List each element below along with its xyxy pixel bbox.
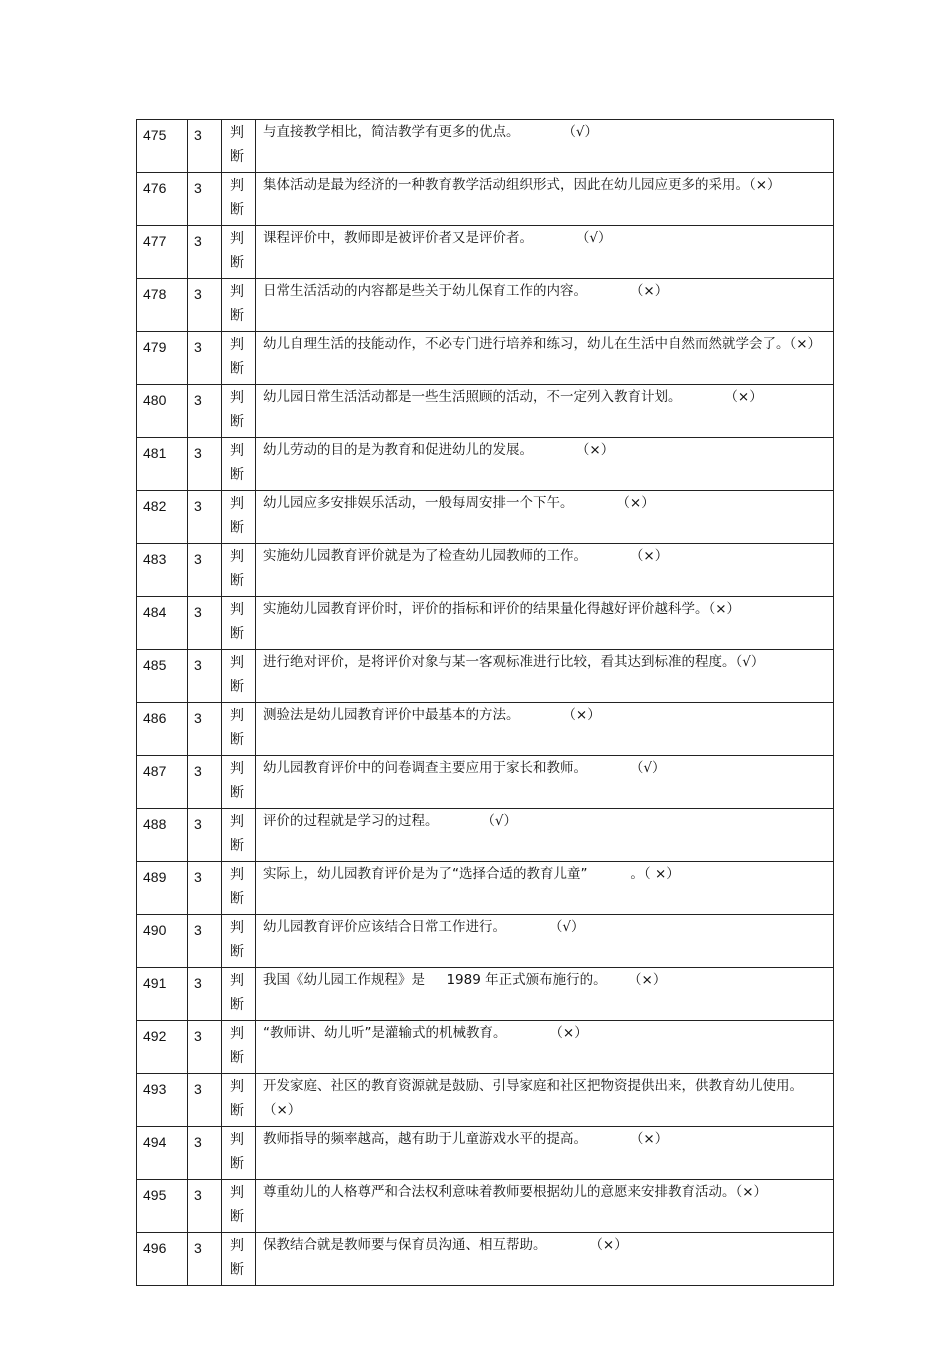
question-number: 482 bbox=[137, 491, 188, 544]
question-type-bottom: 断 bbox=[230, 838, 244, 854]
question-text: 幼儿劳动的目的是为教育和促进幼儿的发展。 （×） bbox=[256, 438, 834, 491]
question-type bbox=[222, 173, 256, 226]
question-text: 幼儿园教育评价应该结合日常工作进行。 （√） bbox=[256, 915, 834, 968]
question-type bbox=[222, 1074, 256, 1127]
question-score: 3 bbox=[188, 544, 222, 597]
question-text: 课程评价中，教师即是被评价者又是评价者。 （√） bbox=[256, 226, 834, 279]
question-table bbox=[136, 119, 833, 1286]
question-number: 489 bbox=[137, 862, 188, 915]
question-type-top: 判 bbox=[230, 973, 244, 989]
question-number: 477 bbox=[137, 226, 188, 279]
table-row bbox=[137, 438, 834, 491]
question-number: 487 bbox=[137, 756, 188, 809]
table-row bbox=[137, 597, 834, 650]
question-number: 493 bbox=[137, 1074, 188, 1127]
question-type-bottom: 断 bbox=[230, 1209, 244, 1225]
question-score: 3 bbox=[188, 597, 222, 650]
question-text: 实施幼儿园教育评价就是为了检查幼儿园教师的工作。 （×） bbox=[256, 544, 834, 597]
question-type-bottom: 断 bbox=[230, 626, 244, 642]
question-type-bottom: 断 bbox=[230, 1050, 244, 1066]
question-score: 3 bbox=[188, 226, 222, 279]
question-type-bottom: 断 bbox=[230, 202, 244, 218]
table-row bbox=[137, 1074, 834, 1127]
question-type-top: 判 bbox=[230, 178, 244, 194]
question-type-bottom: 断 bbox=[230, 1156, 244, 1172]
question-type bbox=[222, 279, 256, 332]
table-row bbox=[137, 650, 834, 703]
question-text: 幼儿自理生活的技能动作，不必专门进行培养和练习，幼儿在生活中自然而然就学会了。（×） bbox=[256, 332, 834, 385]
question-text: 与直接教学相比，简洁教学有更多的优点。 （√） bbox=[256, 120, 834, 173]
question-type-top: 判 bbox=[230, 602, 244, 618]
question-type bbox=[222, 491, 256, 544]
table-row bbox=[137, 756, 834, 809]
question-type bbox=[222, 915, 256, 968]
table-row bbox=[137, 544, 834, 597]
question-type-top: 判 bbox=[230, 1132, 244, 1148]
question-type-bottom: 断 bbox=[230, 308, 244, 324]
question-type bbox=[222, 1021, 256, 1074]
question-type-bottom: 断 bbox=[230, 255, 244, 271]
table-row bbox=[137, 915, 834, 968]
question-type bbox=[222, 862, 256, 915]
table-row bbox=[137, 279, 834, 332]
question-score: 3 bbox=[188, 173, 222, 226]
question-type bbox=[222, 332, 256, 385]
table-row bbox=[137, 809, 834, 862]
question-type bbox=[222, 544, 256, 597]
question-type-bottom: 断 bbox=[230, 467, 244, 483]
question-number: 478 bbox=[137, 279, 188, 332]
question-type-top: 判 bbox=[230, 337, 244, 353]
question-type-bottom: 断 bbox=[230, 1262, 244, 1278]
table-row bbox=[137, 120, 834, 173]
question-type-bottom: 断 bbox=[230, 414, 244, 430]
question-text: “教师讲、幼儿听”是灌输式的机械教育。 （×） bbox=[256, 1021, 834, 1074]
table-row bbox=[137, 703, 834, 756]
question-type-bottom: 断 bbox=[230, 732, 244, 748]
question-text: 测验法是幼儿园教育评价中最基本的方法。 （×） bbox=[256, 703, 834, 756]
question-type-top: 判 bbox=[230, 549, 244, 565]
question-type-top: 判 bbox=[230, 125, 244, 141]
question-score: 3 bbox=[188, 703, 222, 756]
question-type-top: 判 bbox=[230, 920, 244, 936]
question-type bbox=[222, 1233, 256, 1286]
question-type-top: 判 bbox=[230, 1185, 244, 1201]
question-type-top: 判 bbox=[230, 814, 244, 830]
question-score: 3 bbox=[188, 1074, 222, 1127]
question-type-top: 判 bbox=[230, 390, 244, 406]
question-type-top: 判 bbox=[230, 1079, 244, 1095]
question-type-bottom: 断 bbox=[230, 1103, 244, 1119]
question-type-bottom: 断 bbox=[230, 361, 244, 377]
table-row bbox=[137, 226, 834, 279]
question-score: 3 bbox=[188, 491, 222, 544]
table-row bbox=[137, 1021, 834, 1074]
question-text: 教师指导的频率越高，越有助于儿童游戏水平的提高。 （×） bbox=[256, 1127, 834, 1180]
question-text: 尊重幼儿的人格尊严和合法权利意味着教师要根据幼儿的意愿来安排教育活动。（×） bbox=[256, 1180, 834, 1233]
question-text: 我国《幼儿园工作规程》是 1989 年正式颁布施行的。 （×） bbox=[256, 968, 834, 1021]
question-type-top: 判 bbox=[230, 496, 244, 512]
question-type-top: 判 bbox=[230, 1238, 244, 1254]
question-score: 3 bbox=[188, 279, 222, 332]
question-type bbox=[222, 968, 256, 1021]
table-row bbox=[137, 491, 834, 544]
question-type bbox=[222, 120, 256, 173]
question-table-body bbox=[137, 120, 834, 1286]
question-text: 实施幼儿园教育评价时，评价的指标和评价的结果量化得越好评价越科学。（×） bbox=[256, 597, 834, 650]
question-type-top: 判 bbox=[230, 443, 244, 459]
question-type bbox=[222, 1180, 256, 1233]
question-type-top: 判 bbox=[230, 655, 244, 671]
question-score: 3 bbox=[188, 809, 222, 862]
table-row bbox=[137, 1127, 834, 1180]
question-number: 496 bbox=[137, 1233, 188, 1286]
question-number: 492 bbox=[137, 1021, 188, 1074]
question-type-bottom: 断 bbox=[230, 520, 244, 536]
question-type-bottom: 断 bbox=[230, 573, 244, 589]
table-row bbox=[137, 332, 834, 385]
question-score: 3 bbox=[188, 1233, 222, 1286]
question-number: 485 bbox=[137, 650, 188, 703]
question-text: 实际上，幼儿园教育评价是为了“选择合适的教育儿童” 。（ ×） bbox=[256, 862, 834, 915]
question-score: 3 bbox=[188, 968, 222, 1021]
question-text: 幼儿园日常生活活动都是一些生活照顾的活动，不一定列入教育计划。 （×） bbox=[256, 385, 834, 438]
question-score: 3 bbox=[188, 756, 222, 809]
question-type bbox=[222, 703, 256, 756]
question-type bbox=[222, 650, 256, 703]
question-type bbox=[222, 226, 256, 279]
question-number: 479 bbox=[137, 332, 188, 385]
question-type-bottom: 断 bbox=[230, 149, 244, 165]
question-number: 494 bbox=[137, 1127, 188, 1180]
question-score: 3 bbox=[188, 650, 222, 703]
table-row bbox=[137, 862, 834, 915]
question-number: 476 bbox=[137, 173, 188, 226]
question-score: 3 bbox=[188, 1021, 222, 1074]
question-type-bottom: 断 bbox=[230, 944, 244, 960]
question-text: 幼儿园教育评价中的问卷调查主要应用于家长和教师。 （√） bbox=[256, 756, 834, 809]
question-text: 幼儿园应多安排娱乐活动，一般每周安排一个下午。 （×） bbox=[256, 491, 834, 544]
question-type-top: 判 bbox=[230, 867, 244, 883]
question-type bbox=[222, 756, 256, 809]
table-row bbox=[137, 968, 834, 1021]
question-text: 评价的过程就是学习的过程。 （√） bbox=[256, 809, 834, 862]
question-number: 488 bbox=[137, 809, 188, 862]
question-number: 475 bbox=[137, 120, 188, 173]
table-row bbox=[137, 1180, 834, 1233]
question-number: 480 bbox=[137, 385, 188, 438]
question-score: 3 bbox=[188, 120, 222, 173]
question-type bbox=[222, 809, 256, 862]
question-number: 490 bbox=[137, 915, 188, 968]
question-number: 491 bbox=[137, 968, 188, 1021]
table-row bbox=[137, 1233, 834, 1286]
question-type-top: 判 bbox=[230, 1026, 244, 1042]
question-number: 495 bbox=[137, 1180, 188, 1233]
question-number: 481 bbox=[137, 438, 188, 491]
question-score: 3 bbox=[188, 1127, 222, 1180]
question-type-top: 判 bbox=[230, 708, 244, 724]
table-row bbox=[137, 385, 834, 438]
question-text: 保教结合就是教师要与保育员沟通、相互帮助。 （×） bbox=[256, 1233, 834, 1286]
question-type-top: 判 bbox=[230, 231, 244, 247]
question-type-bottom: 断 bbox=[230, 891, 244, 907]
question-type bbox=[222, 385, 256, 438]
question-text: 集体活动是最为经济的一种教育教学活动组织形式，因此在幼儿园应更多的采用。（×） bbox=[256, 173, 834, 226]
question-number: 484 bbox=[137, 597, 188, 650]
question-text: 进行绝对评价，是将评价对象与某一客观标准进行比较，看其达到标准的程度。（√） bbox=[256, 650, 834, 703]
question-text: 开发家庭、社区的教育资源就是鼓励、引导家庭和社区把物资提供出来，供教育幼儿使用。（×） bbox=[256, 1074, 834, 1127]
question-type bbox=[222, 438, 256, 491]
question-number: 483 bbox=[137, 544, 188, 597]
question-score: 3 bbox=[188, 1180, 222, 1233]
question-text: 日常生活活动的内容都是些关于幼儿保育工作的内容。 （×） bbox=[256, 279, 834, 332]
question-score: 3 bbox=[188, 915, 222, 968]
question-number: 486 bbox=[137, 703, 188, 756]
question-type-top: 判 bbox=[230, 284, 244, 300]
question-type bbox=[222, 597, 256, 650]
question-type-bottom: 断 bbox=[230, 785, 244, 801]
question-type bbox=[222, 1127, 256, 1180]
question-score: 3 bbox=[188, 385, 222, 438]
question-score: 3 bbox=[188, 862, 222, 915]
question-score: 3 bbox=[188, 332, 222, 385]
question-type-bottom: 断 bbox=[230, 997, 244, 1013]
question-score: 3 bbox=[188, 438, 222, 491]
question-type-top: 判 bbox=[230, 761, 244, 777]
table-row bbox=[137, 173, 834, 226]
question-type-bottom: 断 bbox=[230, 679, 244, 695]
